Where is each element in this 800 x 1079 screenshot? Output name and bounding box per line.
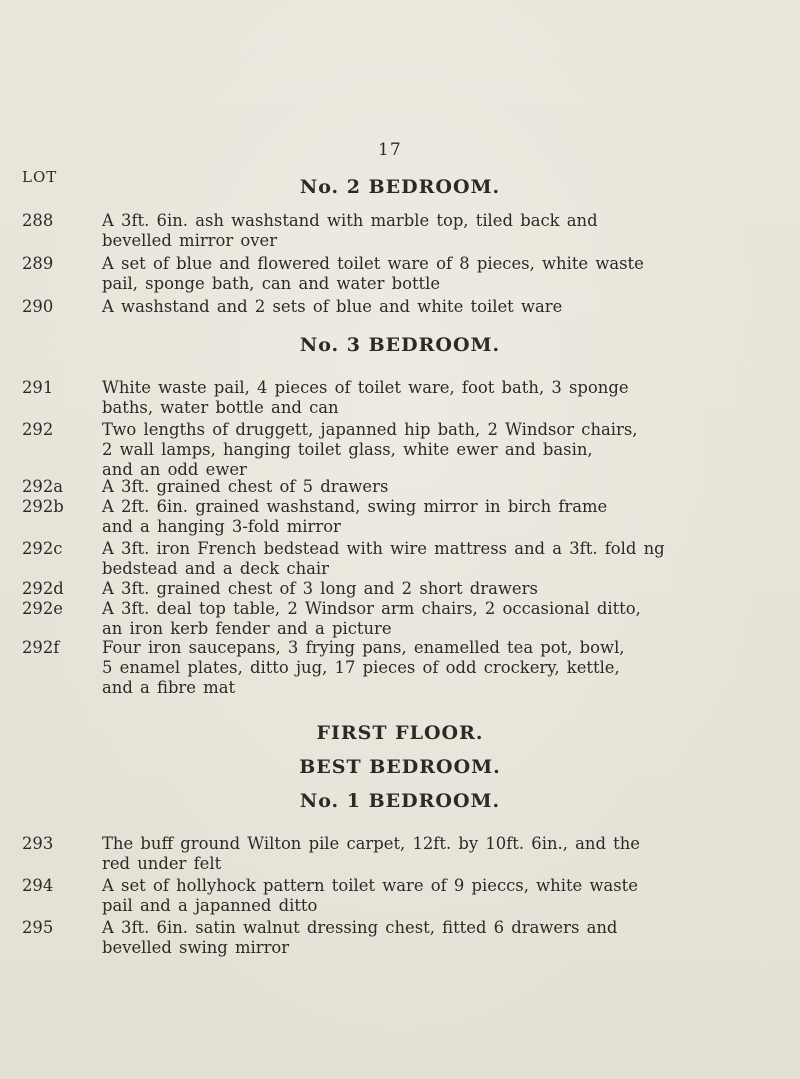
lot-description	[102, 638, 782, 698]
lot-description-line: red under felt	[102, 854, 222, 873]
lot-description-line: A washstand and 2 sets of blue and white toilet ware	[102, 297, 563, 316]
lot-description-line: Two lengths of druggett, japanned hip bath, 2 Windsor chairs,	[102, 420, 638, 439]
lot-295	[22, 918, 782, 958]
lot-290	[22, 297, 782, 317]
lot-description-line: and a hanging 3-fold mirror	[102, 517, 341, 536]
lot-number: 288	[22, 211, 54, 230]
lot-description	[102, 834, 782, 874]
page-number: 17	[378, 140, 402, 160]
lot-description-line: 2 wall lamps, hanging toilet glass, white ewer and basin,	[102, 440, 593, 459]
lot-description-line: A set of blue and flowered toilet ware of 8 pieces, white waste	[102, 254, 644, 273]
lot-description-line: The buff ground Wilton pile carpet, 12ft. by 10ft. 6in., and the	[102, 834, 641, 853]
lot-description-line: A 3ft. grained chest of 3 long and 2 short drawers	[102, 579, 538, 598]
lot-description	[102, 477, 782, 497]
lot-294	[22, 876, 782, 916]
lot-description	[102, 420, 782, 480]
lot-description-line: A set of hollyhock pattern toilet ware of 9 pieccs, white waste	[102, 876, 638, 895]
lot-description-line: an iron kerb fender and a picture	[102, 619, 392, 638]
lot-description	[102, 918, 782, 958]
lot-description-line: pail, sponge bath, can and water bottle	[102, 274, 441, 293]
lot-description-line: and an odd ewer	[102, 460, 247, 479]
lot-292e	[22, 599, 782, 639]
lot-description	[102, 876, 782, 916]
lot-number: 289	[22, 254, 54, 273]
heading-no2-bedroom: No. 2 BEDROOM.	[299, 176, 501, 198]
lot-description-line: A 2ft. 6in. grained washstand, swing mirror in birch frame	[102, 497, 608, 516]
lot-number: 292b	[22, 497, 64, 516]
lot-number: 290	[22, 297, 54, 316]
lot-number: 292c	[22, 539, 63, 558]
lot-description-line: A 3ft. 6in. satin walnut dressing chest, fitted 6 drawers and	[102, 918, 618, 937]
lot-number: 292f	[22, 638, 60, 657]
lot-292	[22, 420, 782, 480]
heading-first-floor: FIRST FLOOR.	[316, 722, 484, 744]
heading-best-bedroom: BEST BEDROOM.	[299, 756, 501, 778]
lot-description-line: and a fibre mat	[102, 678, 236, 697]
lot-292d	[22, 579, 782, 599]
lot-number: 292d	[22, 579, 64, 598]
lot-description-line: 5 enamel plates, ditto jug, 17 pieces of odd crockery, kettle,	[102, 658, 620, 677]
lot-292c	[22, 539, 782, 579]
lot-description-line: pail and a japanned ditto	[102, 896, 318, 915]
lot-number: 292	[22, 420, 54, 439]
lot-number: 292e	[22, 599, 63, 618]
heading-no3-bedroom: No. 3 BEDROOM.	[299, 334, 501, 356]
lot-description-line: A 3ft. 6in. ash washstand with marble top, tiled back and	[102, 211, 598, 230]
lot-292b	[22, 497, 782, 537]
lot-description-line: bevelled swing mirror	[102, 938, 290, 957]
lot-description-line: bedstead and a deck chair	[102, 559, 329, 578]
heading-no1-bedroom: No. 1 BEDROOM.	[299, 790, 501, 812]
lot-description	[102, 579, 782, 599]
lot-column-header: LOT	[22, 168, 58, 186]
lot-description-line: A 3ft. grained chest of 5 drawers	[102, 477, 389, 496]
lot-293	[22, 834, 782, 874]
lot-description-line: Four iron saucepans, 3 frying pans, enamelled tea pot, bowl,	[102, 638, 625, 657]
lot-description	[102, 211, 782, 251]
lot-description	[102, 378, 782, 418]
lot-description	[102, 297, 782, 317]
lot-description-line: bevelled mirror over	[102, 231, 278, 250]
lot-number: 294	[22, 876, 54, 895]
lot-292f	[22, 638, 782, 698]
lot-description-line: A 3ft. iron French bedstead with wire mattress and a 3ft. fold ng	[102, 539, 665, 558]
lot-289	[22, 254, 782, 294]
lot-number: 291	[22, 378, 54, 397]
lot-description-line: baths, water bottle and can	[102, 398, 339, 417]
lot-description	[102, 539, 782, 579]
lot-number: 293	[22, 834, 54, 853]
lot-292a	[22, 477, 782, 497]
lot-291	[22, 378, 782, 418]
lot-description	[102, 254, 782, 294]
lot-description-line: A 3ft. deal top table, 2 Windsor arm chairs, 2 occasional ditto,	[102, 599, 641, 618]
lot-number: 295	[22, 918, 54, 937]
lot-288	[22, 211, 782, 251]
lot-description-line: White waste pail, 4 pieces of toilet ware, foot bath, 3 sponge	[102, 378, 629, 397]
lot-number: 292a	[22, 477, 64, 496]
lot-description	[102, 497, 782, 537]
lot-description	[102, 599, 782, 639]
